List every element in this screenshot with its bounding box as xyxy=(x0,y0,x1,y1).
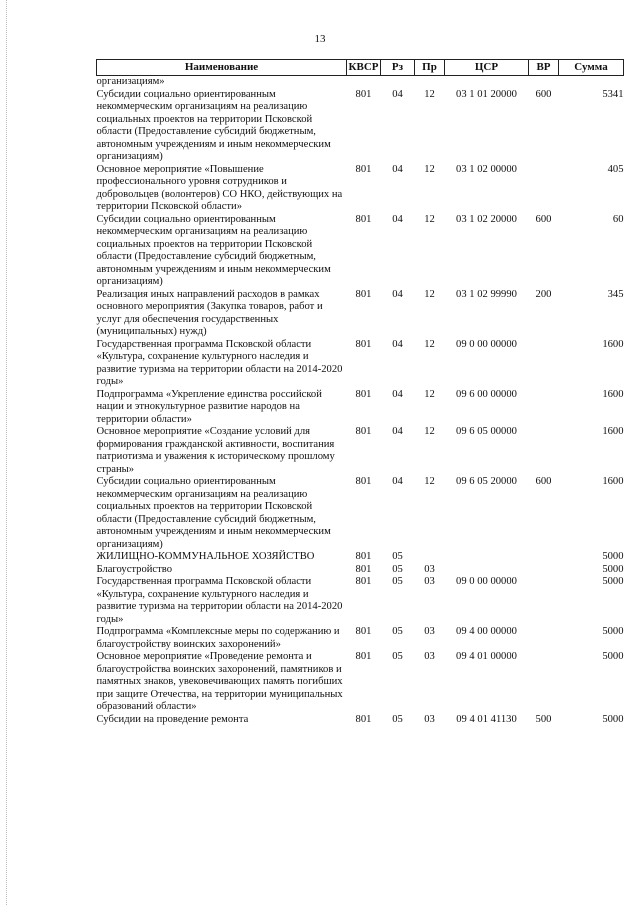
cell-kvsr: 801 xyxy=(355,576,372,587)
cell-kvsr: 801 xyxy=(355,563,372,575)
cell-rz: 04 xyxy=(392,88,403,100)
table-row xyxy=(97,651,624,714)
table-row xyxy=(97,626,624,651)
cell-csr xyxy=(445,76,529,89)
cell-sum: 5000 xyxy=(602,651,624,662)
cell-kvsr: 801 xyxy=(355,163,372,175)
cell-rz: 05 xyxy=(392,563,403,575)
budget-table xyxy=(96,59,624,726)
cell-name: Субсидии социально ориентированным некоммерческим организациям на реализацию социальных проектов на территории Псковской области (Предоставление субсидий бюджетным, автономным учреждениям и иным некоммерческим организациям) xyxy=(96,476,331,550)
cell-vr: 500 xyxy=(535,713,552,725)
cell-rz: 05 xyxy=(392,576,403,587)
table-row xyxy=(97,389,624,427)
cell-name: Основное мероприятие «Создание условий для формирования гражданской активности, воспитания патриотизма и уважения к историческому прошлому страны» xyxy=(96,426,335,475)
cell-name: Субсидии на проведение ремонта xyxy=(96,713,249,725)
cell-csr: 03 1 01 20000 xyxy=(456,88,517,100)
cell-pr: 12 xyxy=(424,163,435,175)
cell-name: Основное мероприятие «Повышение профессионального уровня сотрудников и добровольцев (волонтеров) СО НКО, действующих на территории Псковской области» xyxy=(96,163,343,212)
cell-vr xyxy=(529,426,559,476)
cell-rz: 04 xyxy=(392,163,403,175)
cell-sum: 5000 xyxy=(602,551,624,562)
cell-rz: 05 xyxy=(392,626,403,637)
cell-sum: 60 xyxy=(612,213,624,225)
cell-csr: 03 1 02 20000 xyxy=(456,213,517,225)
cell-kvsr: 801 xyxy=(355,626,372,637)
cell-rz xyxy=(381,76,415,89)
cell-name: Субсидии социально ориентированным некоммерческим организациям на реализацию социальных проектов на территории Псковской области (Предоставление субсидий бюджетным, автономным учреждениям и иным некоммерческим организациям) xyxy=(96,213,331,287)
table-row xyxy=(97,551,624,564)
table-row xyxy=(97,564,624,577)
table-row xyxy=(97,339,624,389)
cell-rz: 05 xyxy=(392,651,403,662)
cell-name: Субсидии социально ориентированным некоммерческим организациям на реализацию социальных проектов на территории Псковской области (Предоставление субсидий бюджетным, автономным учреждениям и иным некоммерческим организациям) xyxy=(96,88,331,162)
cell-vr xyxy=(529,551,559,564)
cell-csr: 09 4 00 00000 xyxy=(456,626,517,637)
cell-pr: 03 xyxy=(424,713,435,725)
cell-pr: 12 xyxy=(424,476,435,487)
table-row xyxy=(97,214,624,289)
cell-kvsr: 801 xyxy=(355,551,372,562)
cell-sum: 345 xyxy=(607,288,624,300)
header-sum: Сумма xyxy=(559,60,624,76)
cell-kvsr: 801 xyxy=(355,388,372,400)
cell-pr: 12 xyxy=(424,388,435,400)
cell-sum: 1600 xyxy=(602,388,624,400)
cell-pr xyxy=(415,551,445,564)
cell-name: ЖИЛИЩНО-КОММУНАЛЬНОЕ ХОЗЯЙСТВО xyxy=(96,551,315,562)
cell-vr xyxy=(529,339,559,389)
table-row xyxy=(97,476,624,551)
cell-name: Основное мероприятие «Проведение ремонта и благоустройства воинских захоронений, памятников и памятных знаков, увековечивающих память погибших при защите Отечества, на территории муниципальных образований области» xyxy=(96,651,343,712)
cell-sum: 1600 xyxy=(602,426,624,437)
cell-kvsr: 801 xyxy=(355,338,372,350)
cell-sum xyxy=(559,76,624,89)
table-row xyxy=(97,76,624,89)
cell-vr: 200 xyxy=(535,288,552,300)
cell-name: Подпрограмма «Укрепление единства российской нации и этнокультурное развитие народов на территории области» xyxy=(96,388,322,425)
cell-kvsr xyxy=(347,76,381,89)
cell-kvsr: 801 xyxy=(355,88,372,100)
cell-pr: 03 xyxy=(424,651,435,662)
header-pr: Пр xyxy=(415,60,445,76)
cell-csr xyxy=(445,564,529,577)
cell-kvsr: 801 xyxy=(355,213,372,225)
page-number: 13 xyxy=(314,33,326,45)
cell-vr xyxy=(529,164,559,214)
table-row xyxy=(97,576,624,626)
cell-csr xyxy=(445,551,529,564)
cell-csr: 09 4 01 00000 xyxy=(456,651,517,662)
table-row xyxy=(97,714,624,727)
cell-vr: 600 xyxy=(535,476,552,487)
cell-vr: 600 xyxy=(535,88,552,100)
table-header-row xyxy=(97,60,624,76)
header-name: Наименование xyxy=(97,60,347,76)
cell-csr: 03 1 02 99990 xyxy=(456,288,517,300)
cell-pr: 12 xyxy=(424,338,435,350)
cell-sum: 5000 xyxy=(602,576,624,587)
header-csr: ЦСР xyxy=(445,60,529,76)
cell-sum: 5000 xyxy=(602,563,624,575)
cell-sum: 5000 xyxy=(602,626,624,637)
cell-name: организациям» xyxy=(96,76,165,87)
cell-rz: 04 xyxy=(392,213,403,225)
cell-name: Благоустройство xyxy=(96,563,172,575)
cell-sum: 5341 xyxy=(602,88,624,100)
cell-name: Реализация иных направлений расходов в рамках основного мероприятия (Закупка товаров, работ и услуг для обеспечения государственных (муниципальных) нужд) xyxy=(96,288,323,337)
header-vr: ВР xyxy=(529,60,559,76)
cell-csr: 09 4 01 41130 xyxy=(456,713,517,725)
cell-kvsr: 801 xyxy=(355,476,372,487)
cell-sum: 5000 xyxy=(602,713,624,725)
cell-pr: 03 xyxy=(424,576,435,587)
cell-name: Государственная программа Псковской области «Культура, сохранение культурного наследия и развитие туризма на территории области на 2014-2020 годы» xyxy=(96,576,343,625)
cell-rz: 05 xyxy=(392,551,403,562)
cell-pr: 12 xyxy=(424,88,435,100)
cell-csr: 09 6 00 00000 xyxy=(456,388,517,400)
cell-pr xyxy=(415,76,445,89)
table-row xyxy=(97,164,624,214)
cell-kvsr: 801 xyxy=(355,651,372,662)
cell-rz: 05 xyxy=(392,713,403,725)
table-row xyxy=(97,289,624,339)
cell-pr: 03 xyxy=(424,626,435,637)
cell-vr xyxy=(529,564,559,577)
cell-pr: 12 xyxy=(424,426,435,437)
cell-vr xyxy=(529,576,559,626)
cell-csr: 09 0 00 00000 xyxy=(456,338,517,350)
cell-vr xyxy=(529,626,559,651)
cell-kvsr: 801 xyxy=(355,426,372,437)
cell-vr xyxy=(529,76,559,89)
cell-sum: 405 xyxy=(607,163,624,175)
cell-name: Подпрограмма «Комплексные меры по содержанию и благоустройству воинских захоронений» xyxy=(96,626,340,650)
cell-vr: 600 xyxy=(535,213,552,225)
cell-kvsr: 801 xyxy=(355,288,372,300)
cell-pr: 12 xyxy=(424,213,435,225)
cell-rz: 04 xyxy=(392,388,403,400)
cell-rz: 04 xyxy=(392,426,403,437)
header-rz: Рз xyxy=(381,60,415,76)
cell-rz: 04 xyxy=(392,476,403,487)
table-row xyxy=(97,426,624,476)
cell-pr: 12 xyxy=(424,288,435,300)
cell-pr: 03 xyxy=(424,563,435,575)
cell-rz: 04 xyxy=(392,338,403,350)
header-kvsr: КВСР xyxy=(347,60,381,76)
cell-csr: 09 6 05 20000 xyxy=(456,476,517,487)
cell-csr: 09 6 05 00000 xyxy=(456,426,517,437)
table-row xyxy=(97,89,624,164)
cell-rz: 04 xyxy=(392,288,403,300)
cell-name: Государственная программа Псковской области «Культура, сохранение культурного наследия и развитие туризма на территории области на 2014-2020 годы» xyxy=(96,338,343,387)
cell-csr: 09 0 00 00000 xyxy=(456,576,517,587)
cell-kvsr: 801 xyxy=(355,713,372,725)
cell-vr xyxy=(529,651,559,714)
cell-vr xyxy=(529,389,559,427)
page-edge-line xyxy=(6,0,8,905)
cell-sum: 1600 xyxy=(602,338,624,350)
cell-sum: 1600 xyxy=(602,476,624,487)
cell-csr: 03 1 02 00000 xyxy=(456,163,517,175)
